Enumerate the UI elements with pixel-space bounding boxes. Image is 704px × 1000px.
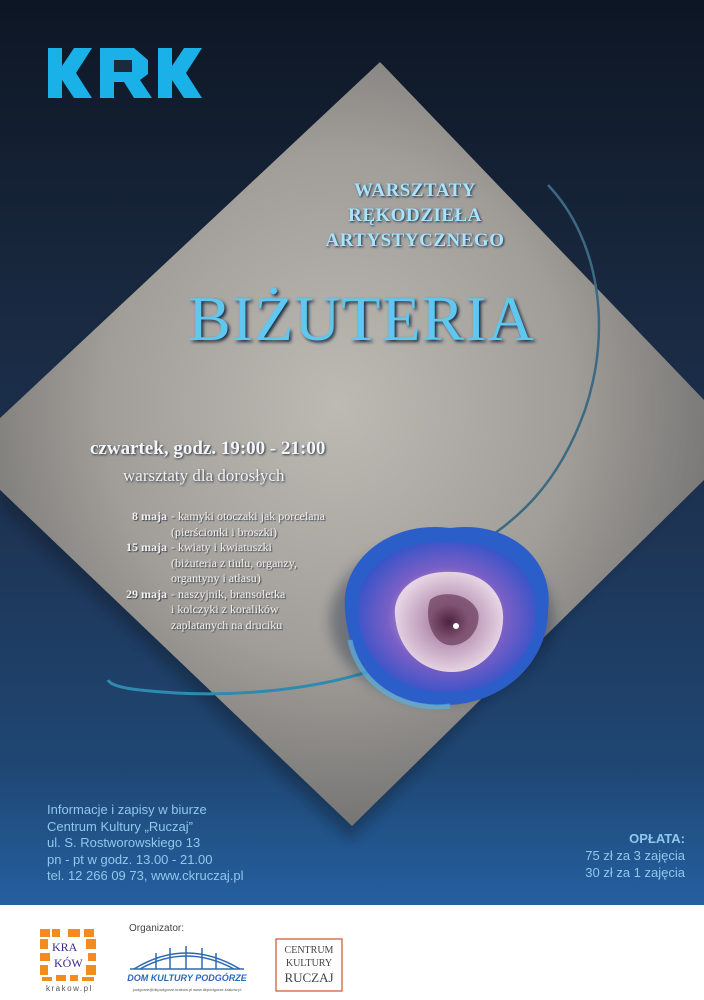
schedule-topic: - kwiaty i kwiatuszki (biżuteria z tiulu, organzy, organtyny i atłasu) <box>171 540 297 585</box>
schedule-topic: - naszyjnik, bransoletka i kolczyki z koralików zaplatanych na druciku <box>171 586 286 632</box>
ck-logo-line3: RUCZAJ <box>284 970 334 985</box>
heading-line-2: RĘKODZIEŁA <box>348 205 482 226</box>
schedule-date: 15 maja <box>126 540 167 554</box>
dk-logo-contact: podgorze@dkpodgorze.krakow.pl www.dkpodgorze.krakow.pl <box>132 987 242 992</box>
schedule-item <box>100 509 360 540</box>
ck-logo-line2: KULTURY <box>285 958 333 969</box>
heading-line-3: ARTYSTYCZNEGO <box>325 230 505 251</box>
fee-line: 30 zł za 1 zajęcia <box>585 865 685 880</box>
fee-line: 75 zł za 3 zajęcia <box>585 848 685 863</box>
organizer-label: Organizator: <box>129 923 185 934</box>
krakow-logo-line2: KÓW <box>54 956 83 970</box>
ck-ruczaj-logo <box>274 937 344 993</box>
krakow-logo-line1: KRA <box>52 940 78 954</box>
info-line: ul. S. Rostworowskiego 13 <box>47 835 201 850</box>
contact-info <box>47 802 307 885</box>
krakow-logo-url: krakow.pl <box>46 984 93 993</box>
schedule-item <box>100 587 360 634</box>
info-line: tel. 12 266 09 73, www.ckruczaj.pl <box>47 868 244 883</box>
dk-podgorze-logo <box>126 939 248 995</box>
schedule-date: 8 maja <box>132 509 167 523</box>
fee-label: OPŁATA: <box>629 831 685 846</box>
schedule-date: 29 maja <box>126 586 167 601</box>
schedule-list <box>100 509 360 633</box>
schedule-item <box>100 540 360 587</box>
workshop-heading <box>285 178 545 253</box>
schedule-time: czwartek, godz. 19:00 - 21:00 <box>90 438 326 459</box>
main-title: BIŻUTERIA <box>188 283 535 354</box>
sponsor-footer <box>0 905 704 1000</box>
info-line: pn - pt w godz. 13.00 - 21.00 <box>47 851 213 867</box>
krakow-logo <box>38 927 100 993</box>
info-line: Informacje i zapisy w biurze <box>47 802 207 817</box>
heading-line-1: WARSZTATY <box>353 180 477 201</box>
dk-logo-name: DOM KULTURY PODGÓRZE <box>127 973 247 983</box>
info-line: Centrum Kultury „Ruczaj” <box>47 818 193 834</box>
ck-logo-line1: CENTRUM <box>284 945 334 956</box>
fee-box <box>480 830 685 881</box>
krk-logo <box>48 48 208 98</box>
schedule-topic: - kamyki otoczaki jak porcelana (pierścionki i broszki) <box>171 509 325 539</box>
audience-label: warsztaty dla dorosłych <box>123 466 285 485</box>
